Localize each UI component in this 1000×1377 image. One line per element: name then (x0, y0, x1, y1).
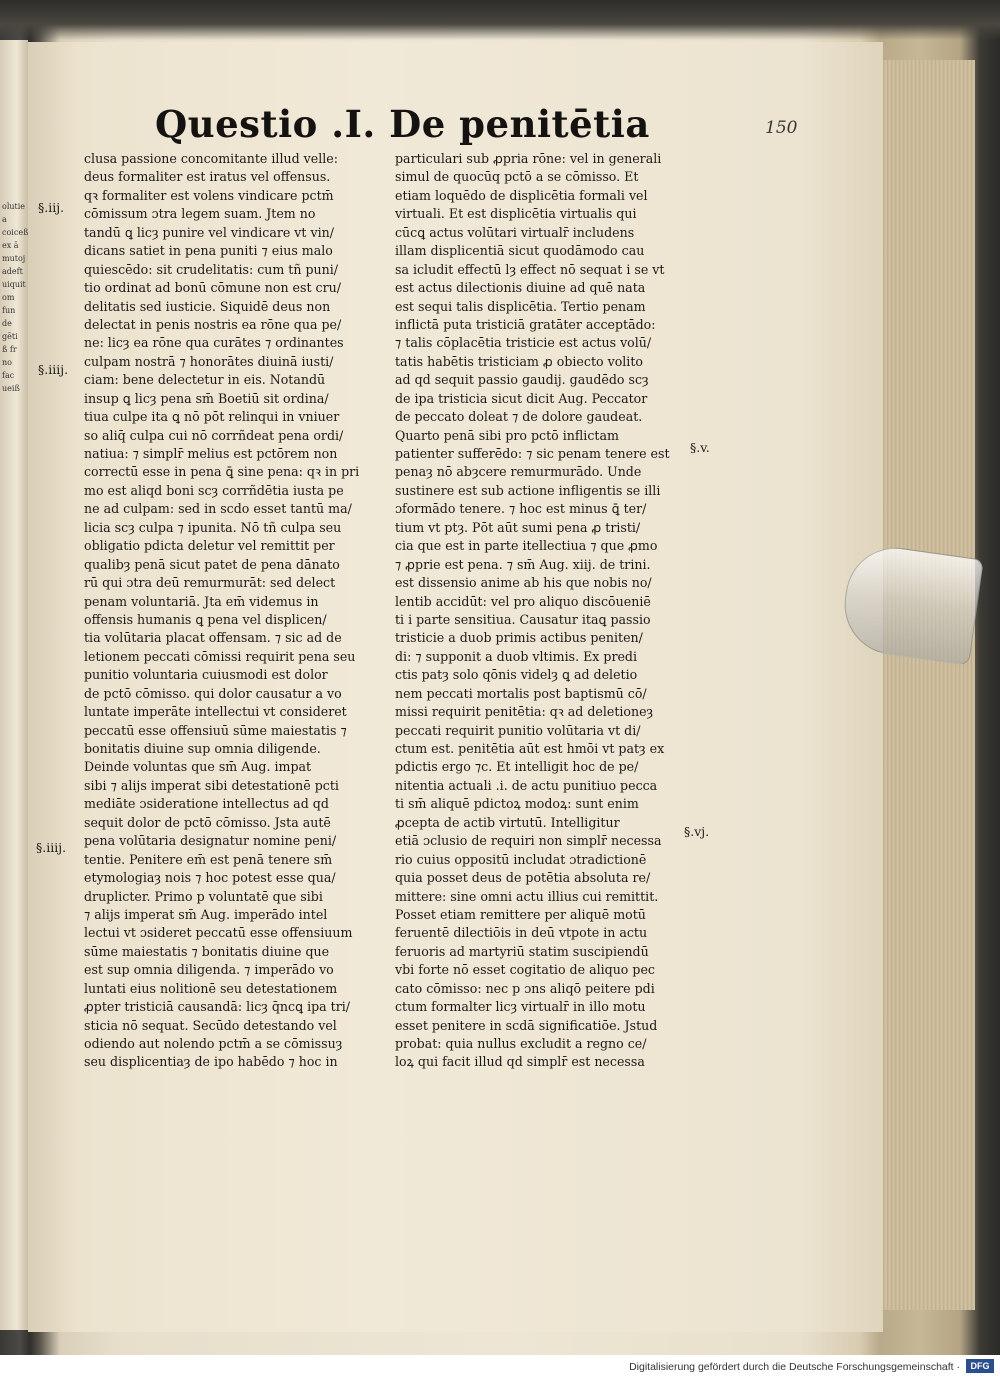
text-line: cia que est in parte itellectiua ⁊ que ꝓmo (395, 538, 658, 554)
text-line: qꝛ formaliter est volens vindicare pctm̄ (84, 187, 334, 203)
text-line: loꝝ qui facit illud qd simplr̄ est necessa (395, 1054, 645, 1070)
text-line: etiā ɔclusio de requiri non simplr̄ necessa (395, 833, 662, 849)
text-line: feruoris ad martyriū statim suscipiendū (395, 943, 649, 959)
text-line: penaȝ nō abȝcere remurmurādo. Unde (395, 464, 642, 480)
text-line: simul de quocūq pctō a se cōmisso. Et (395, 169, 639, 185)
text-line: sustinere est sub actione infligentis se illi (395, 482, 661, 498)
text-line: obligatio pdicta deletur vel remittit per (84, 538, 335, 554)
text-line: mediāte ɔsideratione intellectus ad qd (84, 796, 329, 812)
text-line: deus formaliter est iratus vel offensus. (84, 169, 331, 185)
text-line: ne: licȝ ea rōne qua curātes ⁊ ordinantes (84, 335, 344, 351)
text-line: tia volūtaria placat offensam. ⁊ sic ad de (84, 630, 342, 646)
text-line: clusa passione concomitante illud velle: (84, 151, 338, 166)
text-line: ctis patȝ solo qōnis videlȝ ꝗ ad deletio (395, 667, 638, 683)
text-line: ti sm̄ aliquē pdictoꝝ modoꝝ: sunt enim (395, 796, 639, 812)
text-line: sa icludit effectū lȝ effect nō sequat i se vt (395, 261, 665, 277)
text-line: feruentē dilectiōis in deū vtpote in actu (395, 925, 648, 941)
footer-bar (0, 1355, 1000, 1377)
text-line: tentie. Penitere em̄ est penā tenere sm̄ (84, 851, 333, 867)
text-line: cato cōmisso: nec p ɔns aliqō peitere pdi (395, 980, 655, 996)
text-line: cōmissum ɔtra legem suam. Jtem no (84, 206, 316, 222)
text-line: est sup omnia diligenda. ⁊ imperādo vo (84, 962, 334, 978)
text-line: peccatū esse offensiuū sūme maiestatis ⁊ (84, 722, 347, 738)
text-line: sūme maiestatis ⁊ bonitatis diuine que (84, 943, 330, 959)
text-line: lectui vt ɔsideret peccatū esse offensiuum (84, 925, 353, 941)
left-facing-page-strip (0, 40, 28, 1330)
text-line: tio ordinat ad bonū cōmune non est cru/ (84, 280, 341, 296)
text-line: inflictā puta tristiciā gratāter acceptādo: (395, 316, 656, 332)
text-line: punitio voluntaria cuiusmodi est dolor (84, 667, 328, 683)
text-line: lentib accidūt: vel pro aliquo discōueniē (395, 593, 651, 609)
text-line: seu displicentiaȝ de ipo habēdo ⁊ hoc in (84, 1054, 338, 1070)
text-line: quia posset deus de potētia absoluta re/ (395, 870, 651, 886)
text-line: Deinde voluntas que sm̄ Aug. impat (84, 759, 312, 775)
text-line: esset penitere in scdā significatiōe. Jstud (395, 1017, 658, 1033)
text-line: luntate imperāte intellectui vt consideret (84, 704, 347, 720)
text-line: offensis humanis ꝗ pena vel displicen/ (84, 611, 327, 627)
text-line: delitatis sed iusticie. Siquidē deus non (84, 298, 331, 314)
text-line: insup ꝗ licȝ pena sm̄ Boetiū sit ordina/ (84, 390, 329, 406)
margin-note: §.v. (690, 440, 710, 455)
text-line: pdictis ergo ⁊c. Et intelligit hoc de pe/ (395, 759, 639, 775)
text-line: patienter sufferēdo: ⁊ sic penam tenere est (395, 446, 670, 461)
text-line: di: ⁊ supponit a duob vltimis. Ex predi (395, 648, 638, 664)
text-line: mittere: sine omni actu illius cui remittit. (395, 888, 659, 904)
text-line: cūcꝗ actus volūtari virtualr̄ includens (395, 224, 635, 240)
footer-credit: Digitalisierung gefördert durch die Deutsche Forschungsgemeinschaft · (629, 1361, 960, 1373)
text-line: odiendo aut nolendo pctm̄ a se cōmissuȝ (84, 1036, 343, 1051)
text-line: sequit dolor de pctō cōmisso. Jsta autē (84, 814, 331, 830)
text-line: sibi ⁊ alijs imperat sibi detestationē pcti (84, 777, 339, 793)
text-line: nitentia actuali .i. de actu punitiuo pecca (395, 777, 658, 793)
text-line: est actus dilectionis diuine ad quē nata (395, 280, 646, 296)
text-line: so aliq̄ culpa cui nō corrñdeat pena ordi/ (84, 427, 344, 443)
text-line: ⁊ alijs imperat sm̄ Aug. imperādo intel (84, 906, 328, 922)
text-line: Posset etiam remittere per aliquē motū (395, 906, 646, 922)
text-line: etymologiaȝ nois ⁊ hoc potest esse qua/ (84, 870, 336, 886)
text-line: bonitatis diuine sup omnia diligende. (84, 741, 321, 756)
text-line: ctum formalter licȝ virtualr̄ in illo motu (395, 999, 646, 1015)
text-line: ctum est. penitētia aūt est hmōi vt patȝ ex (395, 741, 665, 756)
text-line: luntati eius nolitionē seu detestationem (84, 980, 338, 996)
text-line: pena volūtaria designatur nomine peni/ (84, 833, 337, 849)
text-line: correctū esse in pena ꝗ̄ sine pena: qꝛ in pri (84, 464, 360, 480)
text-line: mo est aliqd boni scȝ corrñdētia iusta pe (84, 482, 344, 498)
text-line: Quarto penā sibi pro pctō inflictam (395, 427, 619, 443)
text-line: probat: quia nullus excludit a regno ce/ (395, 1036, 647, 1051)
text-line: vbi forte nō esset cogitatio de aliquo pec (395, 962, 655, 978)
text-line: druplicter. Primo p voluntatē que sibi (84, 888, 323, 904)
text-line: ti i parte sensitiua. Causatur itaꝗ passio (395, 611, 651, 627)
text-column-right (395, 150, 685, 1072)
margin-note: §.iiij. (36, 840, 67, 855)
text-column-left (84, 150, 384, 1072)
text-line: illam displicentiā sicut quodāmodo cau (395, 243, 645, 259)
margin-note: §.vj. (684, 824, 710, 839)
text-line: qualibȝ penā sicut patet de pena dānato (84, 556, 340, 572)
text-line: delectat in penis nostris ea rōne qua pe/ (84, 316, 342, 332)
text-line: ɔformādo tenere. ⁊ hoc est minus ꝗ̄ ter/ (395, 501, 647, 517)
text-line: nem peccati mortalis post baptismū cō/ (395, 685, 647, 701)
text-line: de ipa tristicia sicut dicit Aug. Peccator (395, 390, 648, 406)
text-line: ꝓpter tristiciā causandā: licȝ q̄ncꝗ ipa tri/ (84, 999, 351, 1015)
margin-note: §.iij. (38, 200, 65, 215)
dfg-logo: DFG (966, 1359, 994, 1373)
text-line: ⁊ talis cōplacētia tristicie est actus volū/ (395, 335, 652, 351)
text-line: peccati requirit punitio volūtaria vt di/ (395, 722, 641, 738)
page-fore-edge (879, 60, 975, 1310)
text-line: penam voluntariā. Jta em̄ videmus in (84, 593, 319, 609)
text-line: licia scȝ culpa ⁊ ipunita. Nō tñ culpa seu (84, 519, 342, 535)
text-line: tium vt ptȝ. Pōt aūt sumi pena ꝓ tristi/ (395, 519, 641, 535)
text-line: particulari sub ꝓpria rōne: vel in generali (395, 151, 662, 166)
text-line: ad qd sequit passio gaudij. gaudēdo scȝ (395, 372, 649, 388)
page-heading: Questio .I. De penitētia (155, 102, 650, 146)
text-line: ne ad culpam: sed in scdo esset tantū ma/ (84, 501, 352, 517)
text-line: quiescēdo: sit crudelitatis: cum tñ puni/ (84, 261, 339, 277)
text-line: est sequi talis displicētia. Tertio penam (395, 298, 646, 314)
text-line: rio cuius oppositū includat ɔtradictionē (395, 851, 647, 867)
text-line: tatis habētis tristiciam ꝓ obiecto volito (395, 353, 643, 369)
text-line: ciam: bene delectetur in eis. Notandū (84, 372, 326, 388)
text-line: tristicie a duob primis actibus peniten/ (395, 630, 643, 646)
text-line: de pctō cōmisso. qui dolor causatur a vo (84, 685, 342, 701)
left-page-fragment-text: olutie a coiceß ex ā mutoj adeft uiquit om fun de gēti ß fr no fac ueiß (2, 202, 29, 393)
text-line: letionem peccati cōmissi requirit pena seu (84, 648, 356, 664)
text-line: sticia nō sequat. Secūdo detestando vel (84, 1017, 337, 1033)
text-line: est dissensio anime ab his que nobis no/ (395, 575, 652, 591)
text-line: natiua: ⁊ simplr̄ melius est pctōrem non (84, 446, 338, 461)
text-line: de peccato doleat ⁊ de dolore gaudeat. (395, 409, 643, 425)
margin-note: §.iiij. (38, 362, 69, 377)
text-line: etiam loquēdo de displicētia formali vel (395, 187, 648, 203)
text-line: rū qui ɔtra deū remurmurāt: sed delect (84, 575, 336, 591)
text-line: virtuali. Et est displicētia virtualis qui (395, 206, 637, 222)
top-shadow (0, 0, 1000, 40)
folio-number: 150 (765, 118, 798, 138)
text-line: ꝓcepta de actib virtutū. Intelligitur (395, 814, 620, 830)
text-line: missi requirit penitētia: qꝛ ad deletioneȝ (395, 704, 654, 720)
text-line: culpam nostrā ⁊ honorātes diuinā iusti/ (84, 353, 334, 369)
text-line: tiua culpe ita ꝗ nō pōt relinqui in vniuer (84, 409, 340, 425)
text-line: tandū ꝗ licȝ punire vel vindicare vt vin/ (84, 224, 334, 240)
text-line: ⁊ ꝓprie est pena. ⁊ sm̄ Aug. xiij. de trini. (395, 556, 651, 572)
text-line: dicans satiet in pena puniti ⁊ eius malo (84, 243, 333, 259)
